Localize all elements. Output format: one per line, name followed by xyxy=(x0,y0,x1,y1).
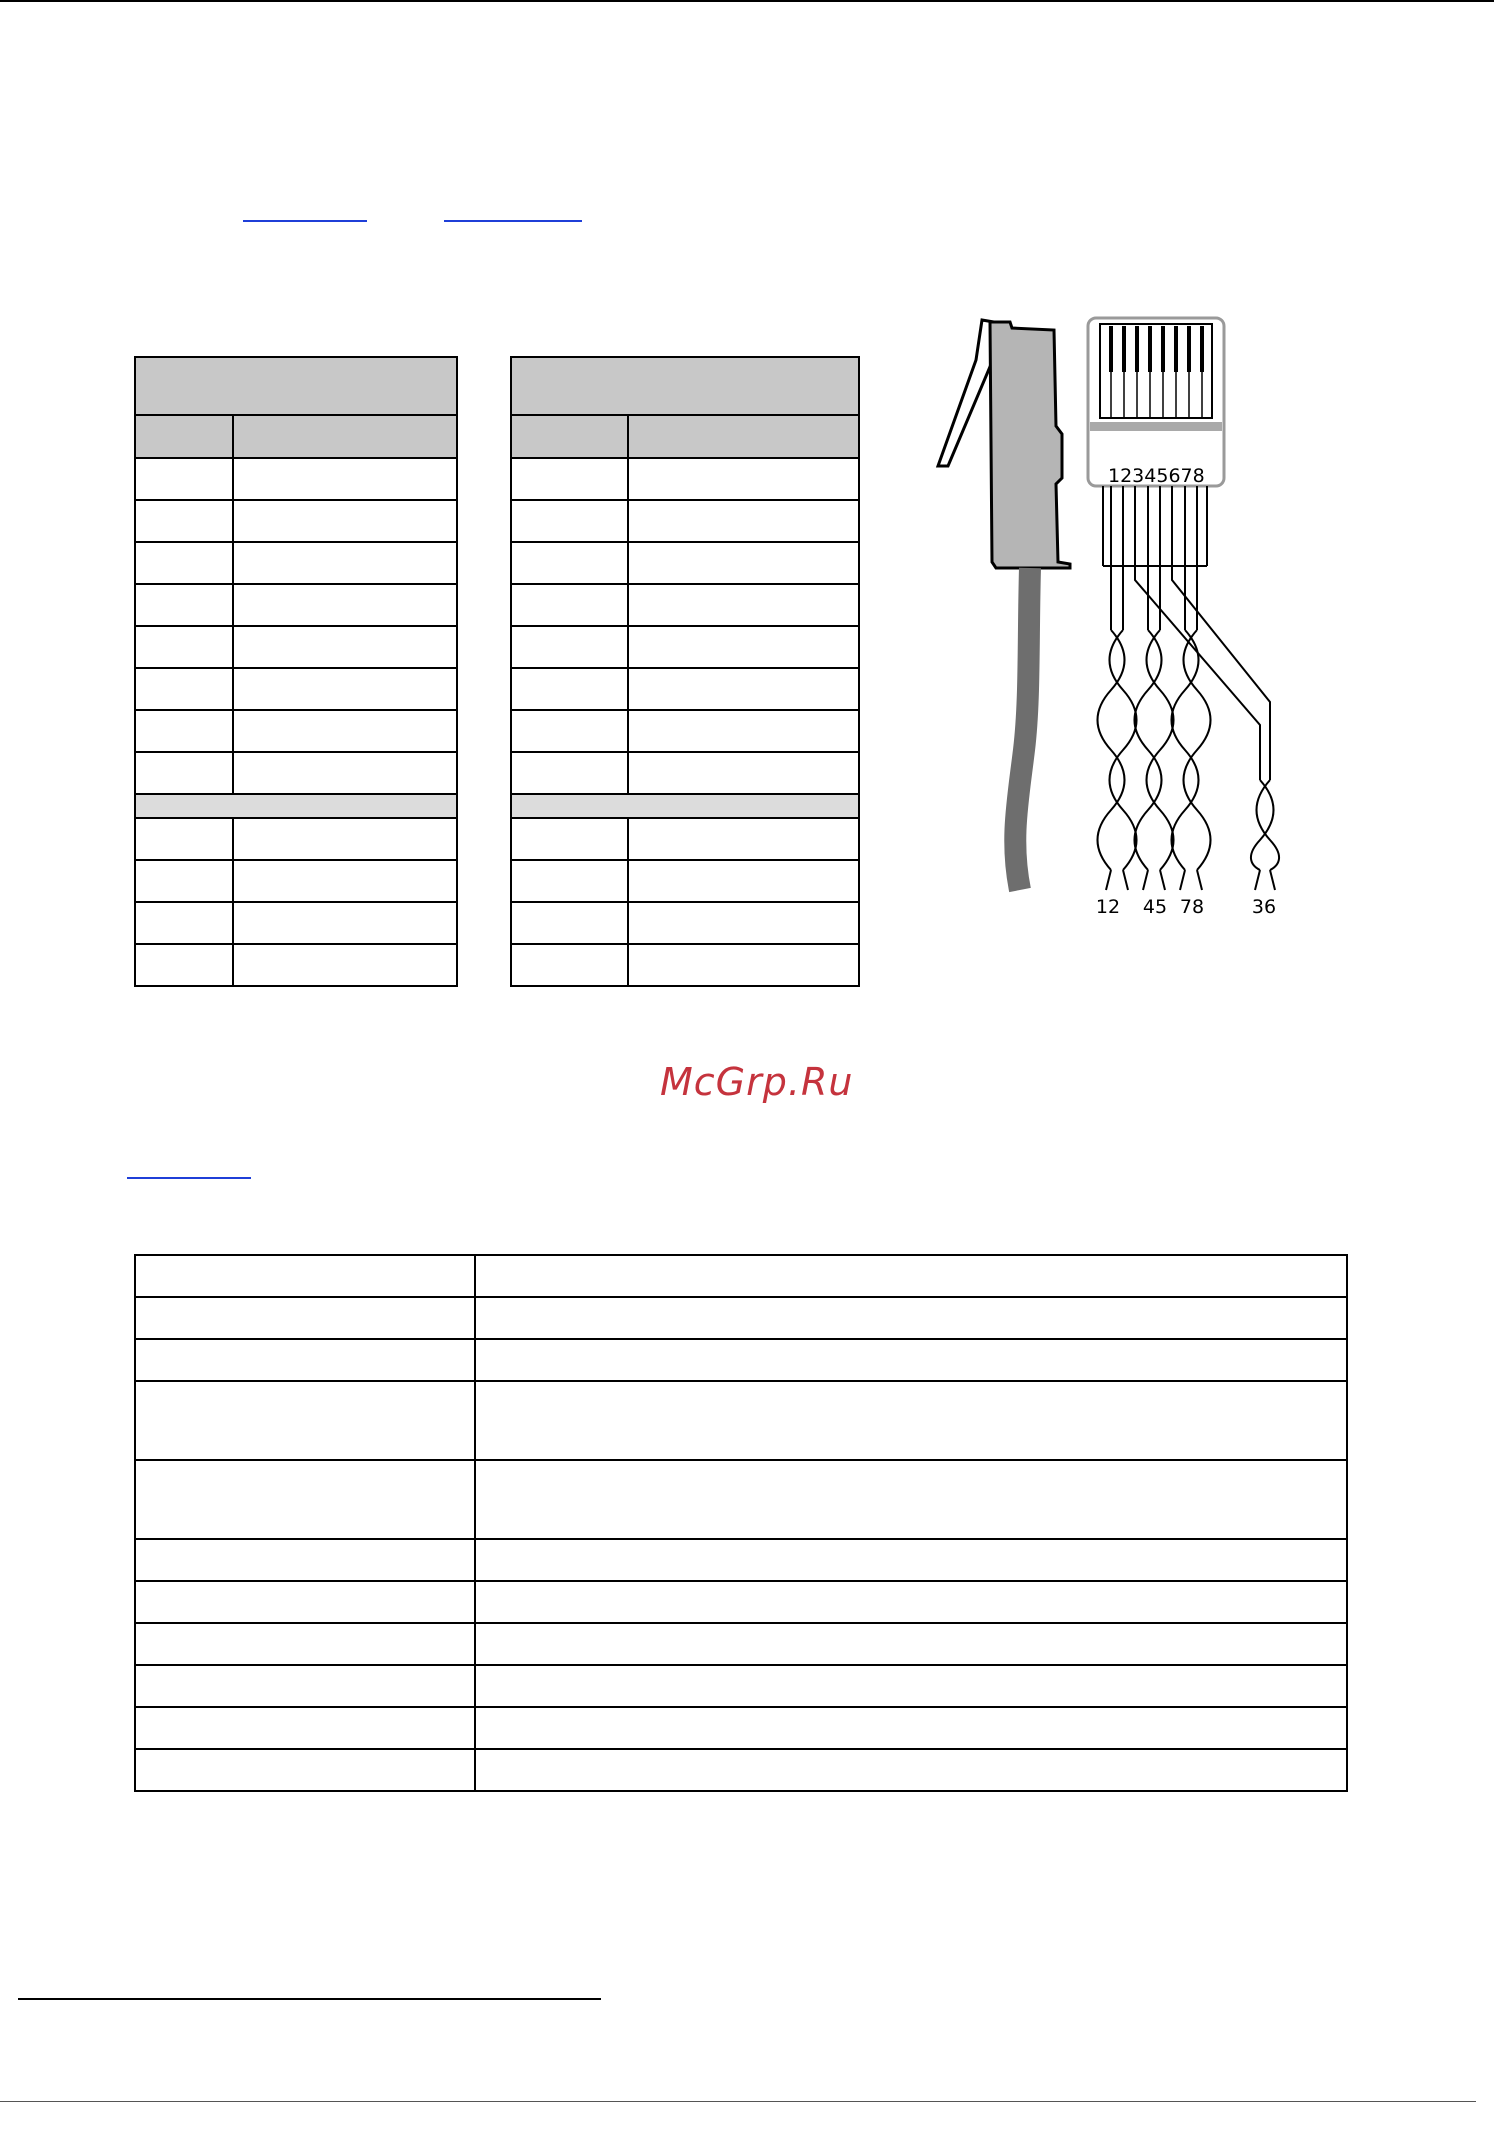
table-row xyxy=(135,1581,1347,1623)
bottom-rule xyxy=(0,2101,1476,2102)
pinout-table-right xyxy=(510,356,860,987)
hyperlink-1[interactable] xyxy=(243,220,367,222)
table-row xyxy=(135,860,457,902)
table-row xyxy=(135,1297,1347,1339)
table-row xyxy=(135,1707,1347,1749)
table-header xyxy=(135,357,457,415)
table-row xyxy=(135,668,457,710)
hyperlink-2[interactable] xyxy=(444,220,582,222)
table-section-separator xyxy=(511,794,859,818)
table-row xyxy=(135,1255,1347,1297)
table-section-separator xyxy=(135,794,457,818)
table-row xyxy=(135,902,457,944)
table-row xyxy=(135,1665,1347,1707)
hyperlink-3[interactable] xyxy=(127,1177,251,1179)
table-row xyxy=(135,500,457,542)
pair-label-36: 36 xyxy=(1251,896,1277,918)
table-row xyxy=(135,542,457,584)
pin-number-label: 12345678 xyxy=(1108,465,1205,487)
table-row xyxy=(135,710,457,752)
table-row xyxy=(511,458,859,500)
table-row xyxy=(135,626,457,668)
table-row xyxy=(135,1460,1347,1539)
table-row xyxy=(511,584,859,626)
top-rule xyxy=(0,0,1494,2)
table-row xyxy=(135,752,457,794)
table-row xyxy=(135,1381,1347,1460)
table-row xyxy=(511,710,859,752)
pair-label-12: 12 xyxy=(1095,896,1121,918)
table-row xyxy=(511,818,859,860)
table-row xyxy=(135,458,457,500)
table-row xyxy=(511,500,859,542)
watermark: McGrp.Ru xyxy=(660,1060,854,1104)
table-row xyxy=(511,626,859,668)
table-row xyxy=(135,1539,1347,1581)
table-row xyxy=(135,1749,1347,1791)
table-row xyxy=(511,542,859,584)
specifications-table xyxy=(134,1254,1348,1792)
table-row xyxy=(135,584,457,626)
table-row xyxy=(135,1623,1347,1665)
cable xyxy=(1015,568,1030,890)
pair-label-78: 78 xyxy=(1179,896,1205,918)
rj45-connector-diagram xyxy=(920,300,1340,940)
table-row xyxy=(511,944,859,986)
table-subheader xyxy=(135,415,457,458)
table-row xyxy=(511,860,859,902)
table-row xyxy=(135,818,457,860)
table-row xyxy=(135,944,457,986)
table-row xyxy=(511,752,859,794)
plug-body xyxy=(990,322,1070,568)
table-row xyxy=(135,1339,1347,1381)
table-header xyxy=(511,357,859,415)
footnote-separator xyxy=(18,1998,601,2000)
pair-label-45: 45 xyxy=(1142,896,1168,918)
table-subheader xyxy=(511,415,859,458)
table-row xyxy=(511,668,859,710)
pinout-table-left xyxy=(134,356,458,987)
table-row xyxy=(511,902,859,944)
plug-latch xyxy=(938,320,994,466)
